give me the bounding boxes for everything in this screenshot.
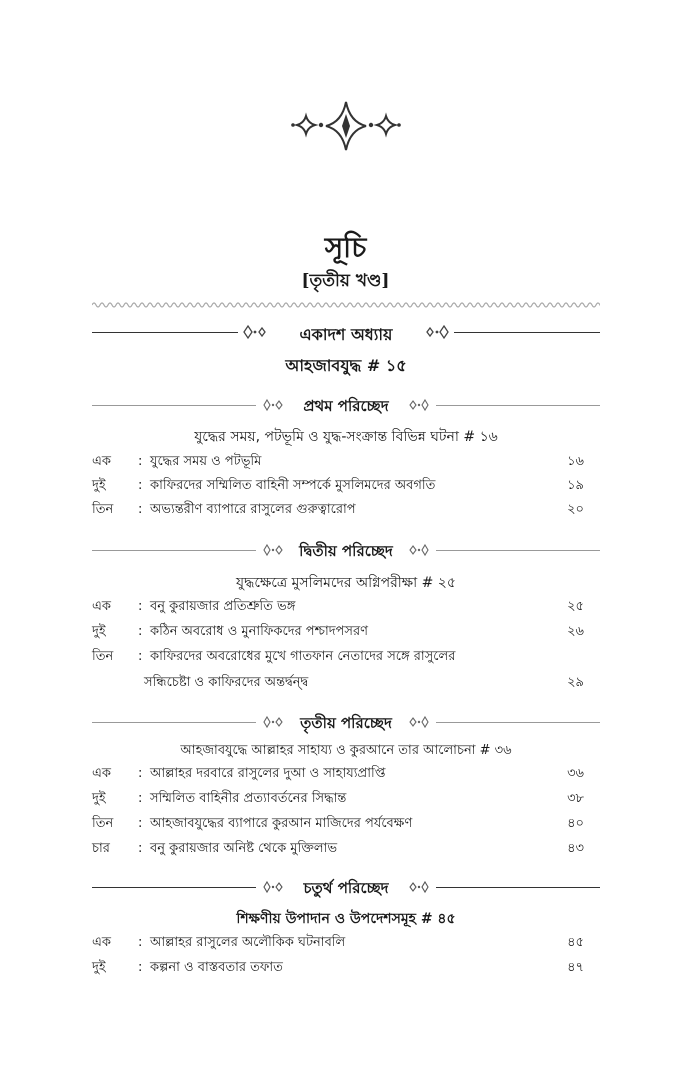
diamond-ornament-icon — [404, 714, 434, 730]
entry-number: এক — [92, 454, 111, 469]
entry-number: দুই — [92, 478, 106, 493]
entry-page: ৪৩ — [567, 841, 584, 856]
section-heading: যুদ্ধের সময়, পটভূমি ও যুদ্ধ-সংক্রান্ত বিভিন্ন ঘটনা # ১৬ — [194, 429, 498, 445]
chapter-heading: আহজাবযুদ্ধ # ১৫ — [285, 356, 407, 375]
diamond-ornament-icon — [404, 542, 434, 558]
entry-title: যুদ্ধের সময় ও পটভূমি — [150, 454, 262, 469]
chapter-name: একাদশ অধ্যায় — [299, 325, 393, 344]
section-divider — [92, 395, 600, 415]
entry-title: বনু কুরায়জার অনিষ্ট থেকে মুক্তিলাভ — [150, 841, 338, 856]
entry-colon: : — [138, 624, 143, 639]
entry-number: তিন — [92, 649, 114, 664]
entry-title: আহজাবযুদ্ধের ব্যাপারে কুরআন মাজিদের পর্যবেক্ষণ — [150, 816, 413, 831]
toc-entry — [92, 932, 600, 954]
toc-entry-continuation — [92, 672, 600, 694]
section-name: তৃতীয় পরিচ্ছেদ — [300, 714, 392, 732]
entry-colon: : — [138, 816, 143, 831]
entry-page: ১৬ — [567, 454, 584, 469]
entry-title: কল্পনা ও বাস্তবতার তফাত — [150, 960, 283, 975]
toc-entry — [92, 621, 600, 643]
chapter-divider — [92, 322, 600, 342]
entry-number: এক — [92, 599, 111, 614]
entry-page: ৪৭ — [567, 960, 584, 975]
toc-entry — [92, 838, 600, 860]
entry-page: ৩৮ — [567, 791, 584, 806]
entry-colon: : — [138, 766, 143, 781]
entry-colon: : — [138, 502, 143, 517]
section-name: প্রথম পরিচ্ছেদ — [303, 397, 389, 415]
entry-page: ৪৫ — [567, 935, 584, 950]
entry-number: এক — [92, 935, 111, 950]
entry-title: সম্মিলিত বাহিনীর প্রত্যাবর্তনের সিদ্ধান্ত — [150, 791, 347, 806]
entry-colon: : — [138, 599, 143, 614]
entry-page: ২৫ — [567, 599, 584, 614]
entry-number: তিন — [92, 502, 114, 517]
toc-entry — [92, 646, 600, 668]
section-divider — [92, 877, 600, 897]
page-title: সূচি — [324, 231, 367, 264]
entry-title: আল্লাহর দরবারে রাসুলের দুআ ও সাহায্যপ্রাপ্তি — [150, 766, 386, 781]
ornament-icon — [290, 100, 402, 152]
section-name: চতুর্থ পরিচ্ছেদ — [303, 879, 389, 897]
entry-title: আল্লাহর রাসুলের অলৌকিক ঘটনাবলি — [150, 935, 346, 950]
section-name: দ্বিতীয় পরিচ্ছেদ — [299, 542, 393, 560]
entry-colon: : — [138, 841, 143, 856]
volume-subtitle: [তৃতীয় খণ্ড] — [301, 271, 390, 291]
entry-page: ১৯ — [567, 478, 584, 493]
toc-entry — [92, 957, 600, 979]
entry-colon: : — [138, 649, 143, 664]
entry-title: কাফিরদের সম্মিলিত বাহিনী সম্পর্কে মুসলিমদের অবগতি — [150, 478, 436, 493]
entry-page: ৪০ — [567, 816, 584, 831]
entry-page: ২৬ — [567, 624, 584, 639]
diamond-ornament-icon — [422, 324, 452, 340]
section-divider — [92, 540, 600, 560]
entry-colon: : — [138, 935, 143, 950]
entry-number: দুই — [92, 791, 106, 806]
entry-colon: : — [138, 454, 143, 469]
entry-number: দুই — [92, 960, 106, 975]
toc-entry — [92, 763, 600, 785]
toc-entry — [92, 499, 600, 521]
entry-title: কঠিন অবরোধ ও মুনাফিকদের পশ্চাদপসরণ — [150, 624, 368, 639]
entry-page: ৩৬ — [567, 766, 584, 781]
entry-title: বনু কুরায়জার প্রতিশ্রুতি ভঙ্গ — [150, 599, 296, 614]
entry-number: তিন — [92, 816, 114, 831]
section-heading: শিক্ষণীয় উপাদান ও উপদেশসমূহ # ৪৫ — [236, 911, 456, 927]
diamond-ornament-icon — [404, 879, 434, 895]
toc-entry — [92, 596, 600, 618]
toc-entry — [92, 451, 600, 473]
section-heading: যুদ্ধক্ষেত্রে মুসলিমদের অগ্নিপরীক্ষা # ২৫ — [236, 575, 456, 591]
section-divider — [92, 712, 600, 732]
entry-page: ২০ — [567, 502, 584, 517]
entry-title: অভ্যন্তরীণ ব্যাপারে রাসুলের গুরুত্বারোপ — [150, 502, 356, 517]
entry-number: চার — [92, 841, 110, 856]
entry-colon: : — [138, 478, 143, 493]
section-heading: আহজাবযুদ্ধে আল্লাহর সাহায্য ও কুরআনে তার আলোচনা # ৩৬ — [180, 743, 512, 758]
toc-entry — [92, 475, 600, 497]
entry-title-line2: সন্ধিচেষ্টা ও কাফিরদের অন্তর্দ্বন্দ্ব — [144, 675, 309, 690]
toc-entry — [92, 788, 600, 810]
wavy-divider — [92, 298, 600, 312]
entry-title: কাফিরদের অবরোধের মুখে গাতফান নেতাদের সঙ্গে রাসুলের — [150, 649, 456, 664]
toc-entry — [92, 813, 600, 835]
entry-colon: : — [138, 791, 143, 806]
diamond-ornament-icon — [404, 397, 434, 413]
entry-number: দুই — [92, 624, 106, 639]
entry-colon: : — [138, 960, 143, 975]
entry-number: এক — [92, 766, 111, 781]
entry-page: ২৯ — [567, 675, 584, 690]
